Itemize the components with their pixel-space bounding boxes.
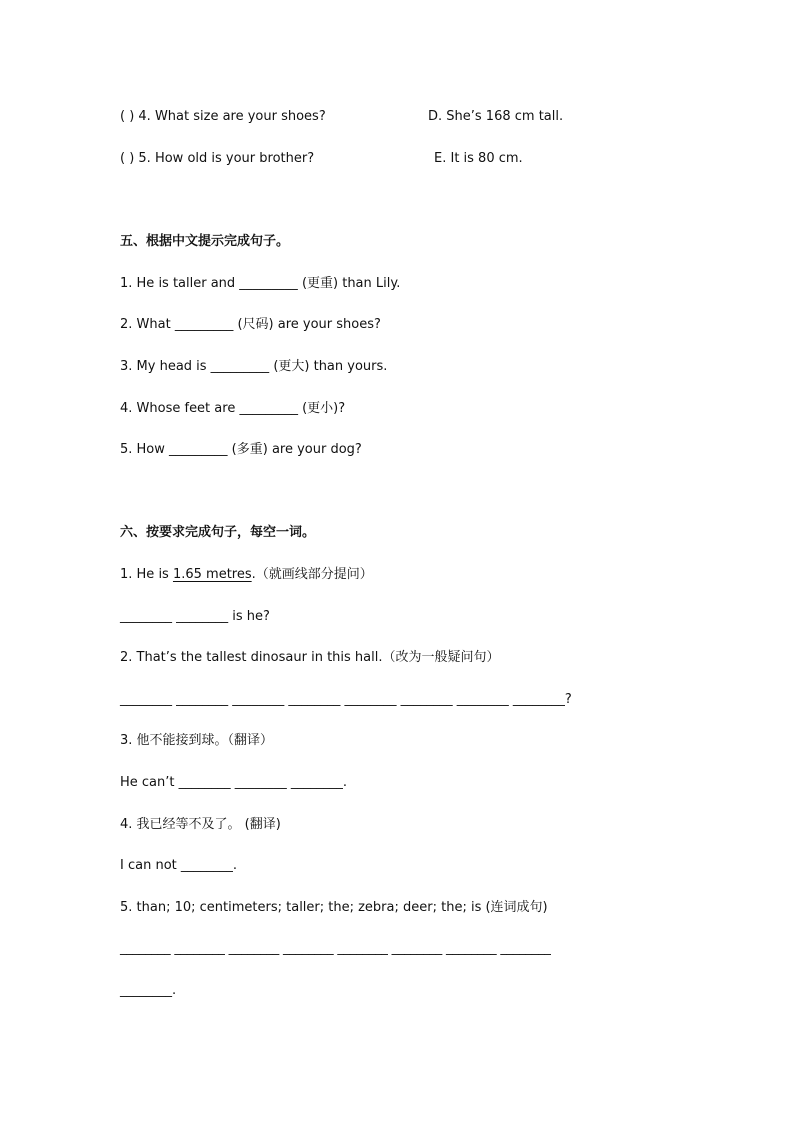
section-six-q3: 3. 他不能接到球。（翻译） xyxy=(120,733,274,748)
section-six-q3-answer: He can’t ________ ________ ________. xyxy=(120,775,348,790)
section-five-item-2: 2. What _________ (尺码) are your shoes? xyxy=(120,317,381,332)
section-six-q1 xyxy=(120,566,373,584)
section-six-q5-answer: ________ ________ ________ ________ ________ ________ ________ ________ xyxy=(120,941,551,956)
section-six-q5: 5. than; 10; centimeters; taller; the; zebra; deer; the; is (连词成句) xyxy=(120,900,548,915)
section-six-q5-answer-2: ________. xyxy=(120,983,177,998)
section-six-q2-answer: ________ ________ ________ ________ ________ ________ ________ ________? xyxy=(120,692,572,707)
match-question-4: ( ) 4. What size are your shoes? xyxy=(120,109,326,124)
section-six-q1-answer: ________ ________ is he? xyxy=(120,609,270,624)
section-five-item-3: 3. My head is _________ (更大) than yours. xyxy=(120,359,388,374)
match-row-5 xyxy=(120,150,314,168)
match-answer-e: E. It is 80 cm. xyxy=(434,151,523,166)
section-six-q2: 2. That’s the tallest dinosaur in this hall.（改为一般疑问句） xyxy=(120,650,500,665)
match-row-4 xyxy=(120,108,326,126)
match-answer-d: D. She’s 168 cm tall. xyxy=(428,109,564,124)
section-six-q4-answer: I can not ________. xyxy=(120,858,238,873)
section-six-q4: 4. 我已经等不及了。 (翻译) xyxy=(120,817,281,832)
section-six-title: 六、按要求完成句子，每空一词。 xyxy=(120,525,316,540)
match-question-5: ( ) 5. How old is your brother? xyxy=(120,151,315,166)
section-five-item-5: 5. How _________ (多重) are your dog? xyxy=(120,442,362,457)
q1-prefix: 1. He is xyxy=(120,567,173,582)
q1-instruction: .（就画线部分提问） xyxy=(251,567,373,582)
section-five-item-1: 1. He is taller and _________ (更重) than Lily. xyxy=(120,276,401,291)
q1-underlined-phrase: 1.65 metres xyxy=(172,567,252,582)
section-five-title: 五、根据中文提示完成句子。 xyxy=(120,234,290,249)
section-five-item-4: 4. Whose feet are _________ (更小)? xyxy=(120,401,346,416)
